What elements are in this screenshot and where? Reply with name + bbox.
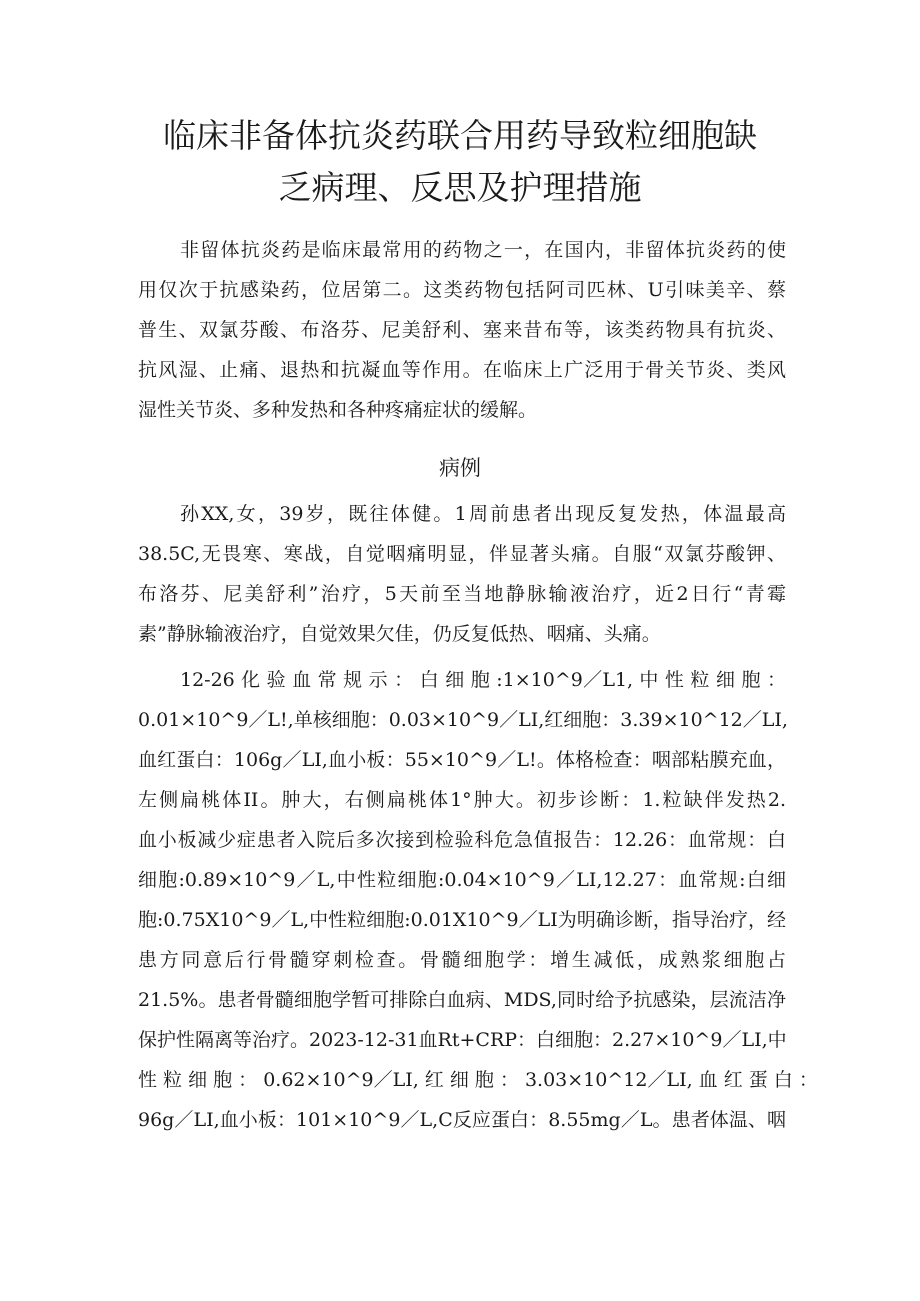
text-line: 普生、双氯芬酸、布洛芬、尼美舒利、塞来昔布等，该类药物具有抗炎、 [138, 319, 786, 341]
text-line: 96g／LI,血小板：101×10^9／L,C反应蛋白：8.55mg／L。患者体温、咽 [138, 1109, 786, 1131]
text-line: 性 粒 细 胞 ： 0.62×10^9／LI, 红 细 胞 ： 3.03×10^12／LI, 血 红 蛋 白 ： [138, 1069, 818, 1091]
text-line: 非留体抗炎药是临床最常用的药物之一，在国内，非留体抗炎药的使 [180, 239, 786, 261]
text-line: 38.5C,无畏寒、寒战，自觉咽痛明显，伴显著头痛。自服“双氯芬酸钾、 [138, 543, 786, 565]
title-line-1: 临床非备体抗炎药联合用药导致粒细胞缺 [163, 116, 757, 155]
text-line: 0.01×10^9／L!,单核细胞：0.03×10^9／LI,红细胞：3.39×10^12／LI, [138, 709, 788, 731]
text-line: 抗风湿、止痛、退热和抗凝血等作用。在临床上广泛用于骨关节炎、类风 [138, 359, 786, 381]
text-line: 胞:0.75X10^9／L,中性粒细胞:0.01X10^9／LI为明确诊断，指导治疗，经 [138, 909, 786, 931]
text-line: 患方同意后行骨髓穿刺检查。骨髓细胞学：增生减低，成熟浆细胞占 [138, 949, 786, 971]
intro-paragraph [138, 230, 786, 430]
text-line: 细胞:0.89×10^9／L,中性粒细胞:0.04×10^9／LI,12.27：血常规:白细 [138, 869, 786, 891]
text-line: 12-26 化 验 血 常 规 示 ： 白 细 胞 :1×10^9／L1, 中 性 粒 细 胞 ： [180, 669, 786, 691]
text-line: 用仅次于抗感染药，位居第二。这类药物包括阿司匹林、U引味美辛、蔡 [138, 279, 786, 301]
case-paragraph [138, 494, 786, 654]
section-heading-case: 病例 [439, 456, 481, 480]
text-line: 血小板减少症患者入院后多次接到检验科危急值报告：12.26：血常规：白 [138, 829, 786, 851]
text-line: 21.5%。患者骨髓细胞学暂可排除白血病、MDS,同时给予抗感染，层流洁净 [138, 989, 786, 1011]
text-line: 血红蛋白：106g／LI,血小板：55×10^9／L!。体格检查：咽部粘膜充血， [138, 749, 786, 771]
text-line: 孙XX,女，39岁，既往体健。1周前患者出现反复发热，体温最高 [180, 503, 786, 525]
title-line-2: 乏病理、反思及护理措施 [278, 168, 642, 207]
document-title [100, 110, 820, 214]
text-line: 素”静脉输液治疗，自觉效果欠佳，仍反复低热、咽痛、头痛。 [138, 623, 661, 645]
text-line: 布洛芬、尼美舒利”治疗，5天前至当地静脉输液治疗，近2日行“青霉 [138, 583, 786, 605]
text-line: 湿性关节炎、多种发热和各种疼痛症状的缓解。 [138, 399, 538, 421]
lab-results-paragraph [138, 660, 818, 1140]
text-line: 保护性隔离等治疗。2023-12-31血Rt+CRP：白细胞：2.27×10^9／LI,中 [138, 1029, 787, 1051]
text-line: 左侧扁桃体II。肿大，右侧扁桃体1°肿大。初步诊断：1.粒缺伴发热2. [138, 789, 786, 811]
